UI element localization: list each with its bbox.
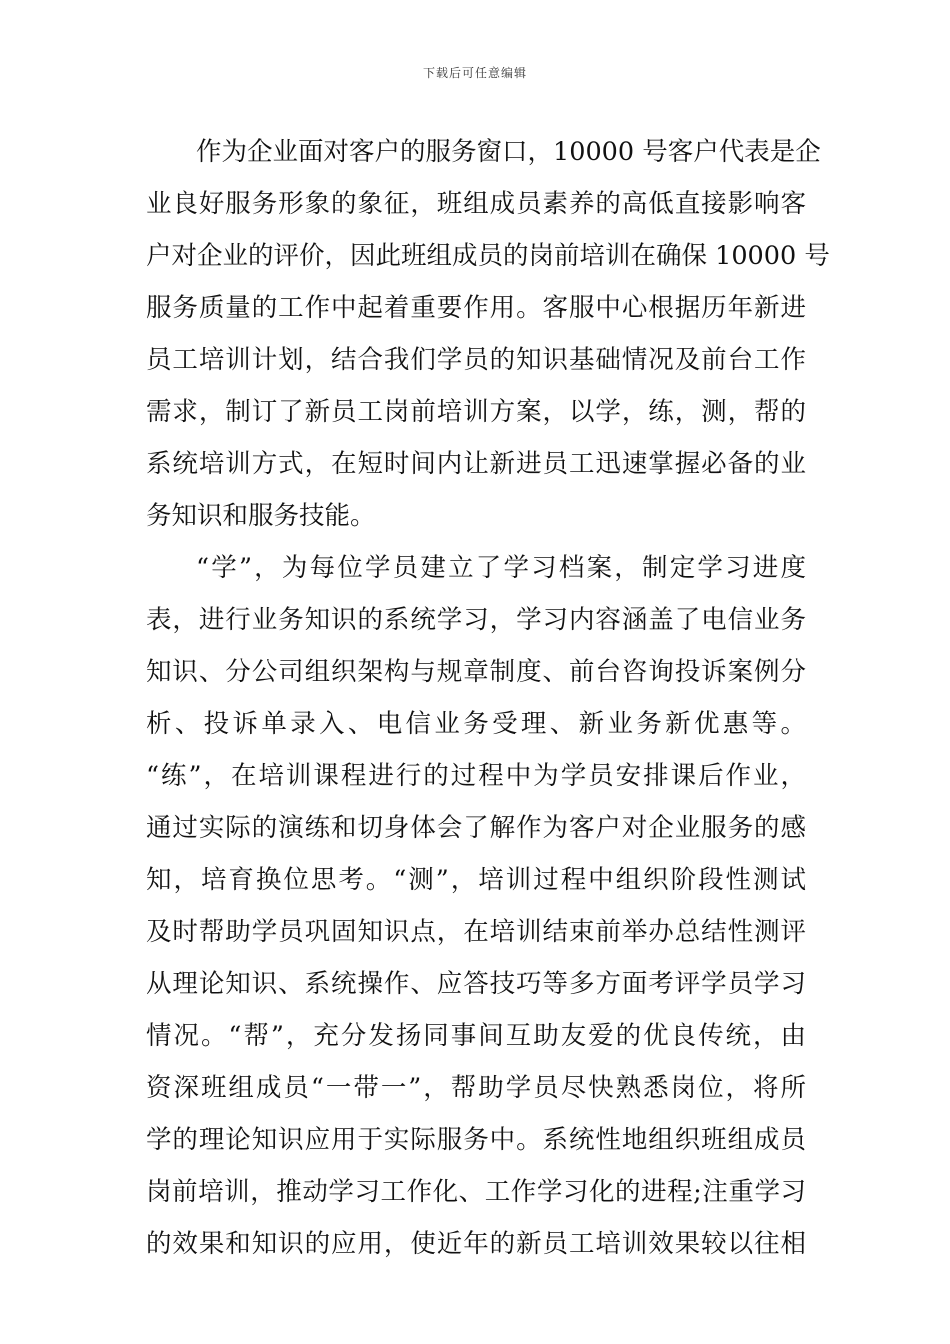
paragraph-line: 表，进行业务知识的系统学习，学习内容涵盖了电信业务 [146, 605, 806, 635]
paragraph-line: 员工培训计划，结合我们学员的知识基础情况及前台工作 [146, 345, 806, 375]
paragraph-line: 及时帮助学员巩固知识点，在培训结束前举办总结性测评 [146, 917, 806, 947]
paragraph-line: 的效果和知识的应用，使近年的新员工培训效果较以往相 [146, 1229, 806, 1259]
paragraph-line: 通过实际的演练和切身体会了解作为客户对企业服务的感 [146, 813, 806, 843]
paragraph-line: 析、投诉单录入、电信业务受理、新业务新优惠等。 [146, 709, 806, 739]
paragraph-line: 从理论知识、系统操作、应答技巧等多方面考评学员学习 [146, 969, 806, 999]
paragraph-line: 岗前培训，推动学习工作化、工作学习化的进程;注重学习 [146, 1177, 806, 1207]
body-text [146, 126, 830, 1270]
paragraph-line: 系统培训方式，在短时间内让新进员工迅速掌握必备的业 [146, 449, 806, 479]
paragraph-line: 业良好服务形象的象征，班组成员素养的高低直接影响客 [146, 189, 806, 219]
paragraph-line: 资深班组成员“一带一”，帮助学员尽快熟悉岗位，将所 [146, 1073, 806, 1103]
paragraph-line: 学的理论知识应用于实际服务中。系统性地组织班组成员 [146, 1125, 806, 1155]
paragraph-line: “学”，为每位学员建立了学习档案，制定学习进度 [196, 553, 806, 583]
paragraph-line: 作为企业面对客户的服务窗口，10000 号客户代表是企 [196, 137, 821, 167]
paragraph-line: 需求，制订了新员工岗前培训方案，以学，练，测，帮的 [146, 397, 806, 427]
paragraph-line: 务知识和服务技能。 [146, 501, 376, 531]
paragraph-line: “练”，在培训课程进行的过程中为学员安排课后作业， [146, 761, 806, 791]
paragraph-line: 知，培育换位思考。“测”，培训过程中组织阶段性测试 [146, 865, 806, 895]
paragraph-line: 知识、分公司组织架构与规章制度、前台咨询投诉案例分 [146, 657, 806, 687]
page-header-note: 下载后可任意编辑 [422, 66, 527, 80]
paragraph-line: 情况。“帮”，充分发扬同事间互助友爱的优良传统，由 [146, 1021, 806, 1051]
paragraph-line: 服务质量的工作中起着重要作用。客服中心根据历年新进 [146, 293, 806, 323]
paragraph-line: 户对企业的评价，因此班组成员的岗前培训在确保 10000 号 [146, 241, 830, 271]
